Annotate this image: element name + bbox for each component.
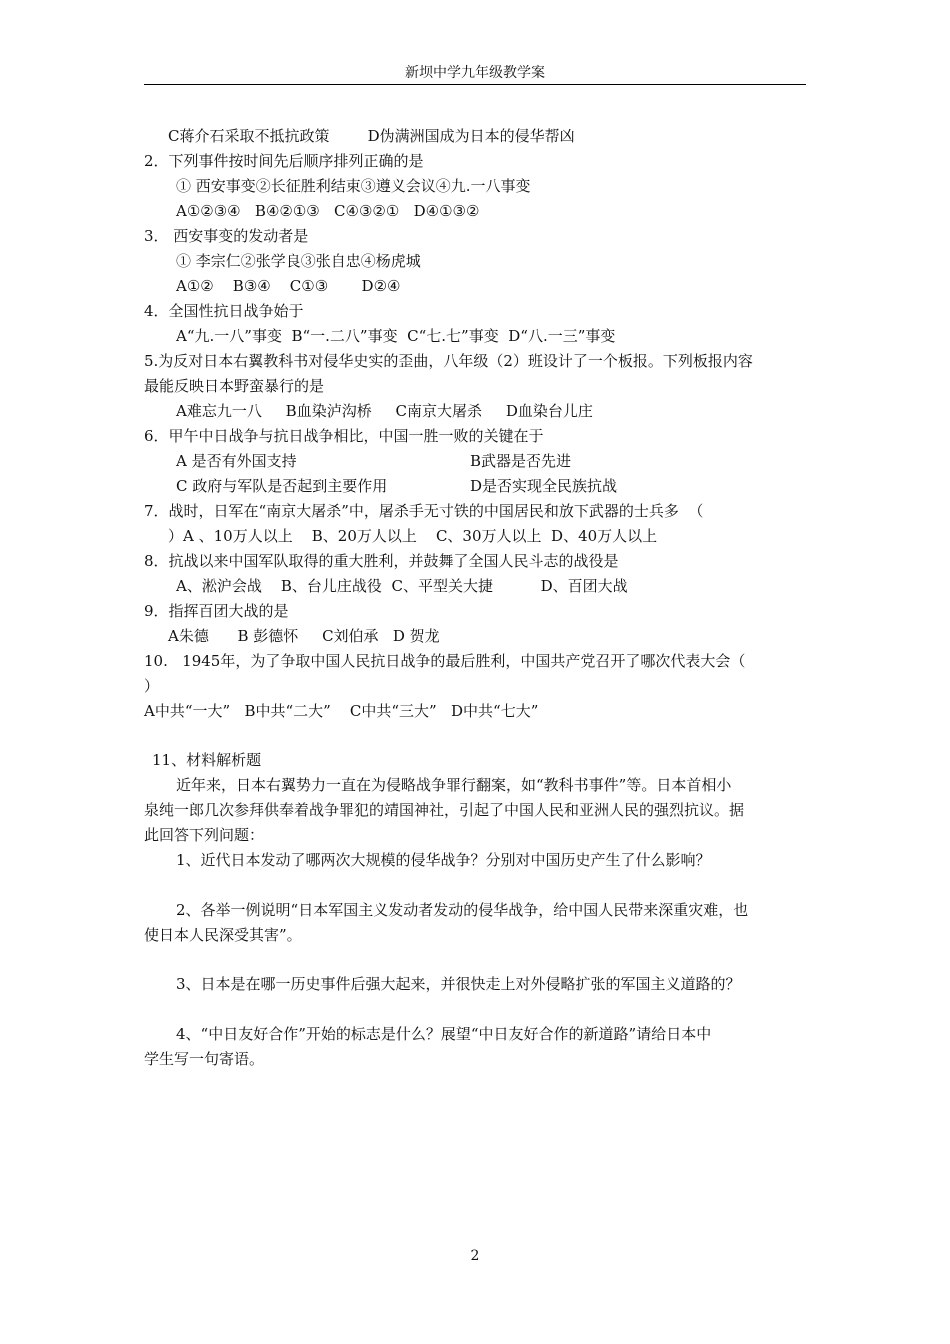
q4-stem: 4．全国性抗日战争始于	[144, 302, 304, 320]
q9-options: A朱德 B 彭德怀 C刘伯承 D 贺龙	[168, 627, 440, 645]
q1-options-cd: C蒋介石采取不抵抗政策 D伪满洲国成为日本的侵华帮凶	[168, 127, 575, 145]
q5-options: A难忘九一八 B血染泸沟桥 C南京大屠杀 D血染台儿庄	[176, 402, 593, 420]
q2-events: ① 西安事变②长征胜利结束③遵义会议④九.一八事变	[176, 177, 531, 195]
q10-options: A中共“一大” B中共“二大” C中共“三大” D中共“七大”	[144, 702, 539, 720]
q2-stem: 2．下列事件按时间先后顺序排列正确的是	[144, 152, 424, 170]
q11-heading: 11、材料解析题	[152, 751, 262, 769]
q6-option-b: B武器是否先进	[470, 452, 572, 470]
q2-options: A①②③④ B④②①③ C④③②① D④①③②	[176, 202, 480, 220]
header-rule	[144, 84, 806, 85]
q11-sub1: 1、近代日本发动了哪两次大规模的侵华战争？分别对中国历史产生了什么影响？	[176, 851, 711, 869]
q11-sub2-line2: 使日本人民深受其害”。	[144, 926, 302, 944]
q7-options: ）A 、10万人以上 B、20万人以上 C、30万人以上 D、40万人以上	[168, 527, 658, 545]
q10-stem-line2: ）	[144, 677, 160, 695]
q9-stem: 9．指挥百团大战的是	[144, 602, 289, 620]
q5-stem-line2: 最能反映日本野蛮暴行的是	[144, 377, 325, 395]
q3-stem: 3． 西安事变的发动者是	[144, 227, 309, 245]
q6-option-c: C 政府与军队是否起到主要作用	[176, 477, 388, 495]
q4-options: A“九.一八”事变 B“一.二八”事变 C“七.七”事变 D“八.一三”事变	[176, 327, 616, 345]
page-number: 2	[470, 1248, 480, 1264]
q6-option-a: A 是否有外国支持	[176, 452, 297, 470]
q7-stem: 7．战时，日军在“南京大屠杀”中，屠杀手无寸铁的中国居民和放下武器的士兵多 （	[144, 502, 704, 520]
q8-stem: 8．抗战以来中国军队取得的重大胜利，并鼓舞了全国人民斗志的战役是	[144, 552, 619, 570]
q11-sub3: 3、日本是在哪一历史事件后强大起来，并很快走上对外侵略扩张的军国主义道路的？	[176, 975, 741, 993]
q11-material-line2: 泉纯一郎几次参拜供奉着战争罪犯的靖国神社，引起了中国人民和亚洲人民的强烈抗议。据	[144, 801, 745, 819]
q6-option-d: D是否实现全民族抗战	[470, 477, 618, 495]
page-header-title: 新坝中学九年级教学案	[405, 65, 545, 81]
q5-stem-line1: 5.为反对日本右翼教科书对侵华史实的歪曲，八年级（2）班设计了一个板报。下列板报内容	[144, 352, 753, 370]
q6-stem: 6．甲午中日战争与抗日战争相比，中国一胜一败的关键在于	[144, 427, 544, 445]
q11-sub4-line1: 4、“中日友好合作”开始的标志是什么？展望“中日友好合作的新道路”请给日本中	[176, 1025, 712, 1043]
q11-material-line3: 此回答下列问题：	[144, 826, 265, 844]
q11-sub2-line1: 2、各举一例说明“日本军国主义发动者发动的侵华战争，给中国人民带来深重灾难，也	[176, 901, 749, 919]
q11-sub4-line2: 学生写一句寄语。	[144, 1050, 265, 1068]
q11-material-line1: 近年来，日本右翼势力一直在为侵略战争罪行翻案，如“教科书事件”等。日本首相小	[176, 776, 732, 794]
q8-options: A、淞沪会战 B、台儿庄战役 C、平型关大捷 D、百团大战	[176, 577, 628, 595]
q10-stem-line1: 10. 1945年，为了争取中国人民抗日战争的最后胜利，中国共产党召开了哪次代表大会（	[144, 652, 746, 670]
q3-options: A①② B③④ C①③ D②④	[176, 277, 401, 295]
q3-persons: ① 李宗仁②张学良③张自忠④杨虎城	[176, 252, 421, 270]
